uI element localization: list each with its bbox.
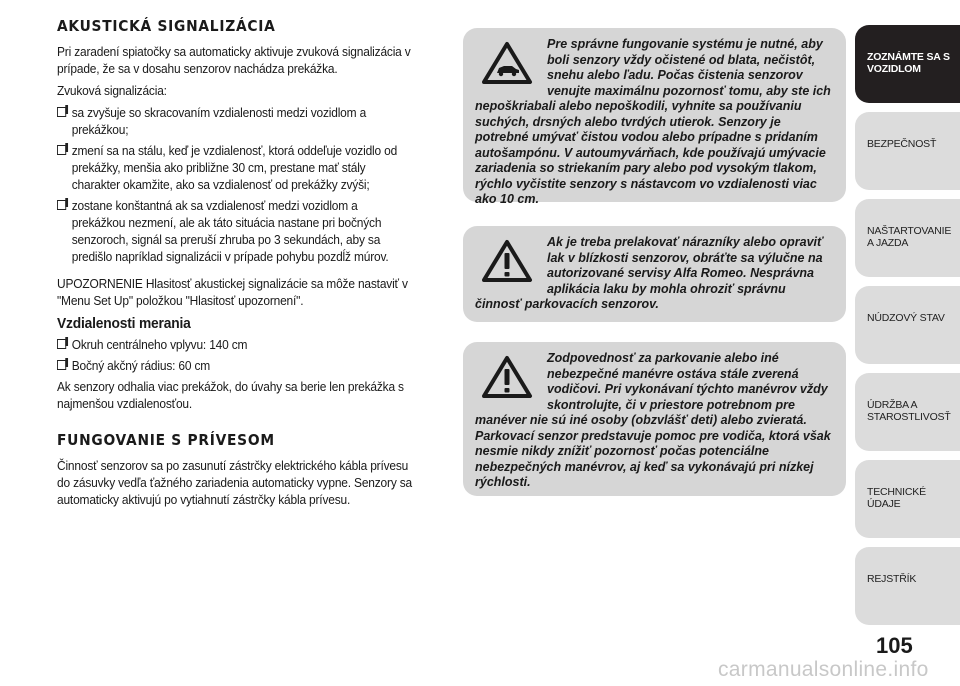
measure-item: Bočný akčný rádius: 60 cm [57,357,414,374]
page-number: 105 [876,633,913,658]
chapter-tabs [855,25,960,634]
tab-maintenance[interactable]: ÚDRŽBA A STAROSTLIVOSŤ [855,373,960,451]
warning-exclamation-icon [481,239,533,283]
paragraph-note: UPOZORNENIE Hlasitosť akustickej signalizácie sa môže nastaviť v "Menu Set Up" položkou "Hlasitosť upozornení". [57,276,408,308]
paragraph-intro: Pri zaradení spiatočky sa automaticky aktivuje zvuková signalizácia v prípade, že sa v dosahu senzorov nachádza prekážka. [57,44,411,76]
paragraph-trailer: Činnosť senzorov sa po zasunutí zástrčky elektrického kábla prívesu do zásuvky vedľa ťažného zariadenia automaticky vypne. Senzory sa automaticky aktivujú po vytiahnutí zástrčky kábla prívesu. [57,458,413,507]
warning-exclamation-icon [481,355,533,399]
tab-safety[interactable]: BEZPEČNOSŤ [855,112,960,190]
bullet-item: zostane konštantná ak sa vzdialenosť medzi vozidlom a prekážkou nezmení, ale ak táto situácia nastane pri bočných senzoroch, signál sa preruší zhruba po 3 sekundách, aby sa predišlo napríklad signalizácii v prípade pohybu pozdĺž múrov. [57,197,414,265]
tab-get-to-know-vehicle[interactable]: ZOZNÁMTE SA S VOZIDLOM [855,25,960,103]
checkbox-bullet-icon [57,107,66,117]
bullet-item: zmení sa na stálu, keď je vzdialenosť, ktorá oddeľuje vozidlo od prekážky, menšia ako približne 30 cm, prestane mať stály charakter okamžite, ako sa vzdialenosť od prekážky zvýši; [57,142,414,193]
section-heading-acoustic: AKUSTICKÁ SIGNALIZÁCIA [57,17,276,35]
warning-box-responsibility [463,342,846,496]
section-heading-trailer: FUNGOVANIE S PRÍVESOM [57,431,275,449]
tab-emergency[interactable]: NÚDZOVÝ STAV [855,286,960,364]
checkbox-bullet-icon [57,145,66,155]
checkbox-bullet-icon [57,200,66,210]
tab-starting-driving[interactable]: NAŠTARTOVANIE A JAZDA [855,199,960,277]
checkbox-bullet-icon [57,360,66,370]
warning-text: Pre správne fungovanie systému je nutné, aby boli senzory vždy očistené od blata, nečistôt, snehu alebo ľadu. Počas čistenia senzorov venujte maximálnu pozornosť tomu, aby ste ich nepoškriabali alebo nepoškodili, vyhnite sa používaniu suchých, drsných alebo tvrdých utierok. Senzory je potrebné umývať čistou vodou alebo prípadne s pridaním autošampónu. V autoumyvárňach, kde používajú umývacie zariadenia so striekaním pary alebo pod vysokým tlakom, rýchlo vyčistite senzory s nástavcom vo vzdialenosti viac ako 10 cm. [475,37,831,206]
checkbox-bullet-icon [57,339,66,349]
warning-box-cleaning [463,28,846,206]
watermark: carmanualsonline.info [718,658,929,681]
tab-index[interactable]: REJSTŘÍK [855,547,960,625]
paragraph-multiple-obstacles: Ak senzory odhalia viac prekážok, do úvahy sa berie len prekážka s najmenšou vzdialenosťou. [57,379,404,411]
subheading-measure: Vzdialenosti merania [57,315,191,332]
warning-text: Zodpovednosť za parkovanie alebo iné nebezpečné manévre ostáva stále zverená vodičovi. Pri vykonávaní týchto manévrov vždy skontrolujte, či v priestore potrebnom pre manéver nie sú iné osoby (obzvlášť deti) alebo zvieratá. Parkovací senzor predstavuje pomoc pre vodiča, ktorá však nesmie nikdy znížiť pozornosť počas potenciálne nebezpečných manévrov, aj keď sa vykonávajú pri nízkej rýchlosti. [475,351,831,489]
warning-box-paint [463,226,846,322]
measure-item: Okruh centrálneho vplyvu: 140 cm [57,336,414,353]
warning-car-icon [481,41,533,85]
tab-technical-data[interactable]: TECHNICKÉ ÚDAJE [855,460,960,538]
paragraph-signal-label: Zvuková signalizácia: [57,83,167,98]
warning-text: Ak je treba prelakovať nárazníky alebo opraviť lak v blízkosti senzorov, obráťte sa výlučne na autorizované servisy Alfa Romeo. Nesprávna aplikácia laku by mohla ohroziť správnu činnosť parkovacích senzorov. [475,235,823,311]
main-text-column [57,18,414,513]
bullet-item: sa zvyšuje so skracovaním vzdialenosti medzi vozidlom a prekážkou; [57,104,414,138]
